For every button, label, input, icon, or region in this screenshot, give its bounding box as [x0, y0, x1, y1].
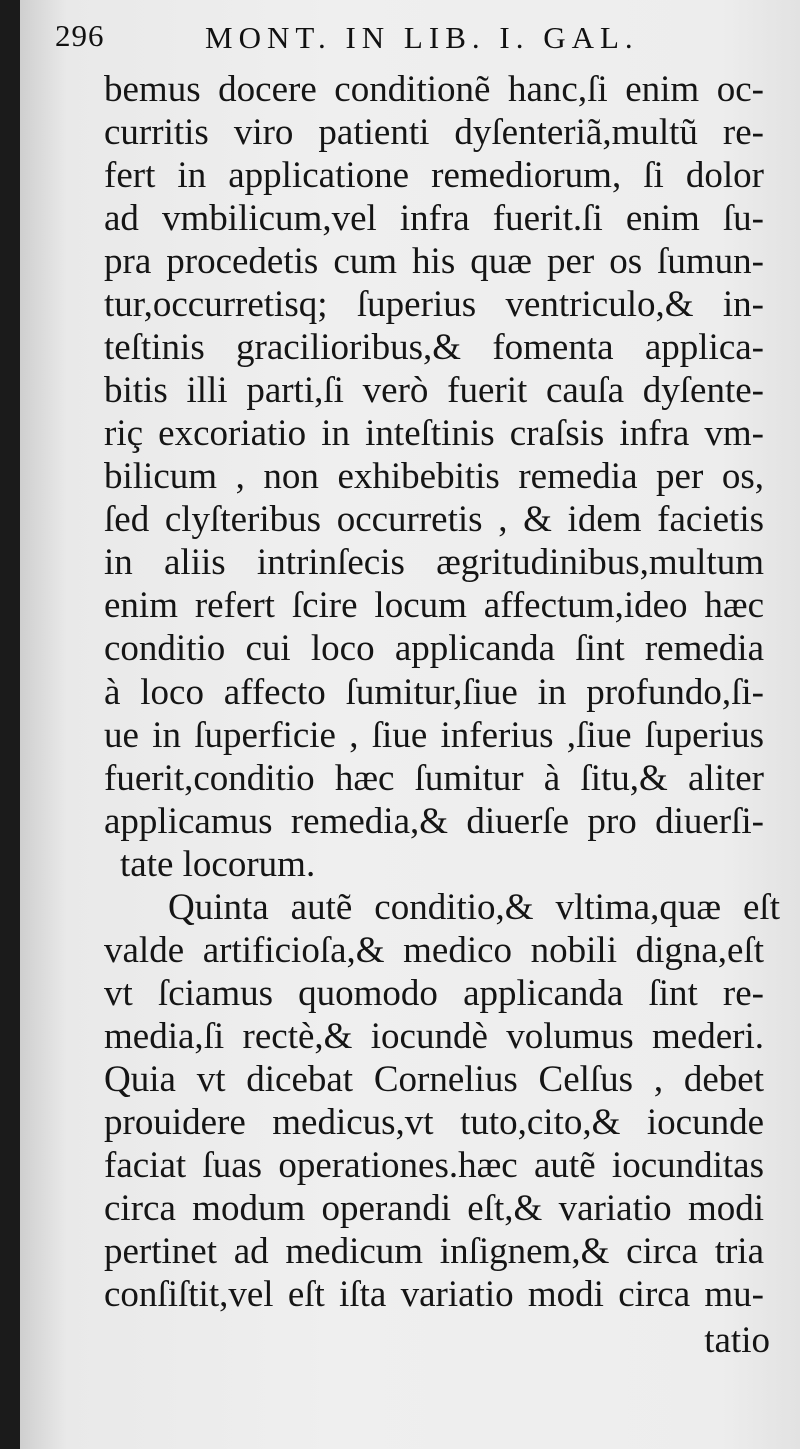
- text-line: riç excoriatio in inteſtinis craſsis infra vm-: [104, 413, 764, 454]
- text-line: circa modum operandi eſt,& variatio modi: [104, 1188, 764, 1229]
- text-line: prouidere medicus,vt tuto,cito,& iocunde: [104, 1102, 764, 1143]
- text-line: fert in applicatione remediorum, ſi dolor: [104, 155, 764, 196]
- text-line: tur,occurretisq; ſuperius ventriculo,& in-: [104, 284, 764, 325]
- text-line: applicamus remedia,& diuerſe pro diuerſi-: [104, 801, 764, 842]
- book-page: [20, 0, 800, 1449]
- page-header: [55, 18, 775, 58]
- text-line: in aliis intrinſecis ægritudinibus,multum: [104, 542, 764, 583]
- text-line: bemus docere conditionẽ hanc,ſi enim oc-: [104, 69, 764, 110]
- text-line: fuerit,conditio hæc ſumitur à ſitu,& aliter: [104, 758, 764, 799]
- text-line: tate locorum.: [120, 844, 316, 885]
- text-line: valde artificioſa,& medico nobili digna,eſt: [104, 930, 764, 971]
- text-line: Quia vt dicebat Cornelius Celſus , debet: [104, 1059, 764, 1100]
- text-line: curritis viro patienti dyſenteriã,multũ re-: [104, 112, 764, 153]
- text-line: ad vmbilicum,vel infra fuerit.ſi enim ſu-: [104, 198, 764, 239]
- text-line: conſiſtit,vel eſt iſta variatio modi circa mu-: [104, 1274, 764, 1315]
- text-line: ſed clyſteribus occurretis , & idem facietis: [104, 499, 764, 540]
- text-line: pertinet ad medicum inſignem,& circa tria: [104, 1231, 764, 1272]
- page-number: 296: [55, 18, 105, 53]
- text-line: teſtinis gracilioribus,& fomenta applica-: [104, 327, 764, 368]
- running-head: MONT. IN LIB. I. GAL.: [205, 20, 639, 55]
- text-line: ue in ſuperficie , ſiue inferius ,ſiue ſuperius: [104, 715, 764, 756]
- text-line: Quinta autẽ conditio,& vltima,quæ eſt: [168, 887, 780, 928]
- text-line: faciat ſuas operationes.hæc autẽ iocunditas: [104, 1145, 764, 1186]
- text-line: bitis illi parti,ſi verò fuerit cauſa dyſente-: [104, 370, 764, 411]
- text-line: bilicum , non exhibebitis remedia per os,: [104, 456, 764, 497]
- text-line: conditio cui loco applicanda ſint remedia: [104, 628, 764, 669]
- catchword: tatio: [704, 1320, 770, 1361]
- text-line: pra procedetis cum his quæ per os ſumun-: [104, 241, 764, 282]
- text-line: vt ſciamus quomodo applicanda ſint re-: [104, 973, 764, 1014]
- text-line: à loco affecto ſumitur,ſiue in profundo,ſi-: [104, 672, 764, 713]
- text-line: enim refert ſcire locum affectum,ideo hæc: [104, 585, 764, 626]
- text-line: media,ſi rectè,& iocundè volumus mederi.: [104, 1016, 764, 1057]
